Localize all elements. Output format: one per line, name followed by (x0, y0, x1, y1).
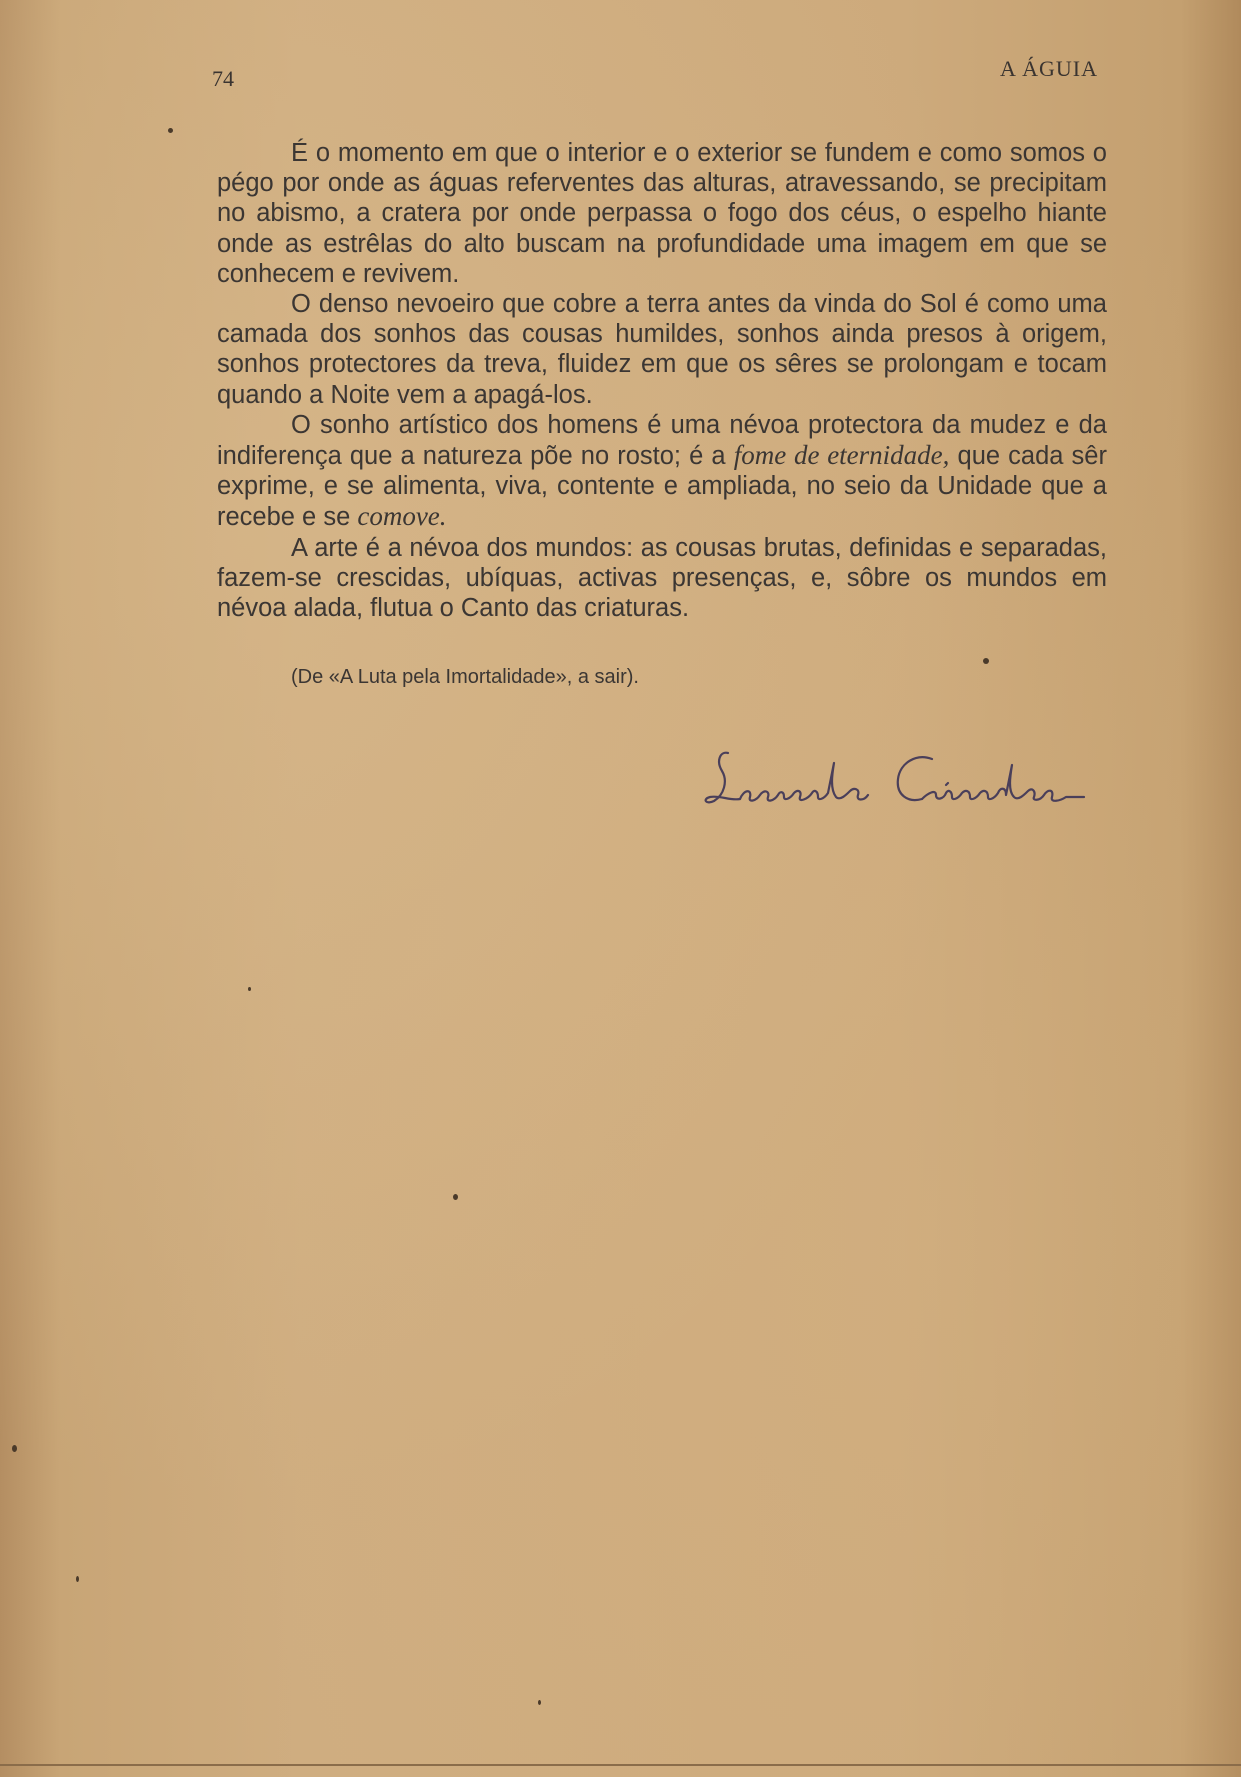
paragraph-1: É o momento em que o interior e o exterior se fundem e como somos o pégo por onde as águas referventes das alturas, atravessando, se precipitam no abismo, a cratera por onde perpassa o fogo dos céus, o espelho hiante onde as estrêlas do alto buscam na profundidade uma imagem em que se conhecem e revivem. (217, 139, 1107, 288)
paragraph-3 (217, 410, 1107, 533)
paragraph-3-text-b: que cada sêr exprime, e se alimenta, viva, contente e ampliada, no seio da Unidade que a recebe e se (217, 442, 1107, 532)
paper-speck (538, 1700, 541, 1705)
bottom-rule (0, 1764, 1241, 1766)
paper-speck (168, 128, 173, 133)
paragraph-3-text-a: O sonho artístico dos homens é uma névoa protectora da mudez e da indiferença que a natureza põe no rosto; é a (217, 410, 1107, 471)
page-number: 74 (212, 66, 234, 91)
paragraph-4: A arte é a névoa dos mundos: as cousas brutas, definidas e separadas, fazem-se crescidas, ubíquas, activas presenças, e, sôbre os mundos em névoa alada, flutua o Canto das criaturas. (217, 533, 1107, 623)
paper-speck (12, 1445, 17, 1452)
paper-speck (248, 987, 251, 991)
handwritten-signature (700, 745, 1100, 815)
paper-speck (983, 658, 989, 664)
paragraph-2: O denso nevoeiro que cobre a terra antes da vinda do Sol é como uma camada dos sonhos das cousas humildes, sonhos ainda presos à origem, sonhos protectores da treva, fluidez em que os sêres se prolongam e tocam quando a Noite vem a apagá-los. (217, 290, 1107, 409)
body-text (217, 138, 1107, 623)
source-citation: (De «A Luta pela Imortalidade», a sair). (291, 666, 639, 688)
paragraph-3-italic-phrase: fome de eternidade, (733, 440, 950, 471)
running-head: A ÁGUIA (999, 56, 1098, 81)
paper-speck (453, 1194, 458, 1200)
paper-speck (76, 1576, 79, 1582)
paragraph-3-italic-word: comove. (357, 501, 447, 532)
